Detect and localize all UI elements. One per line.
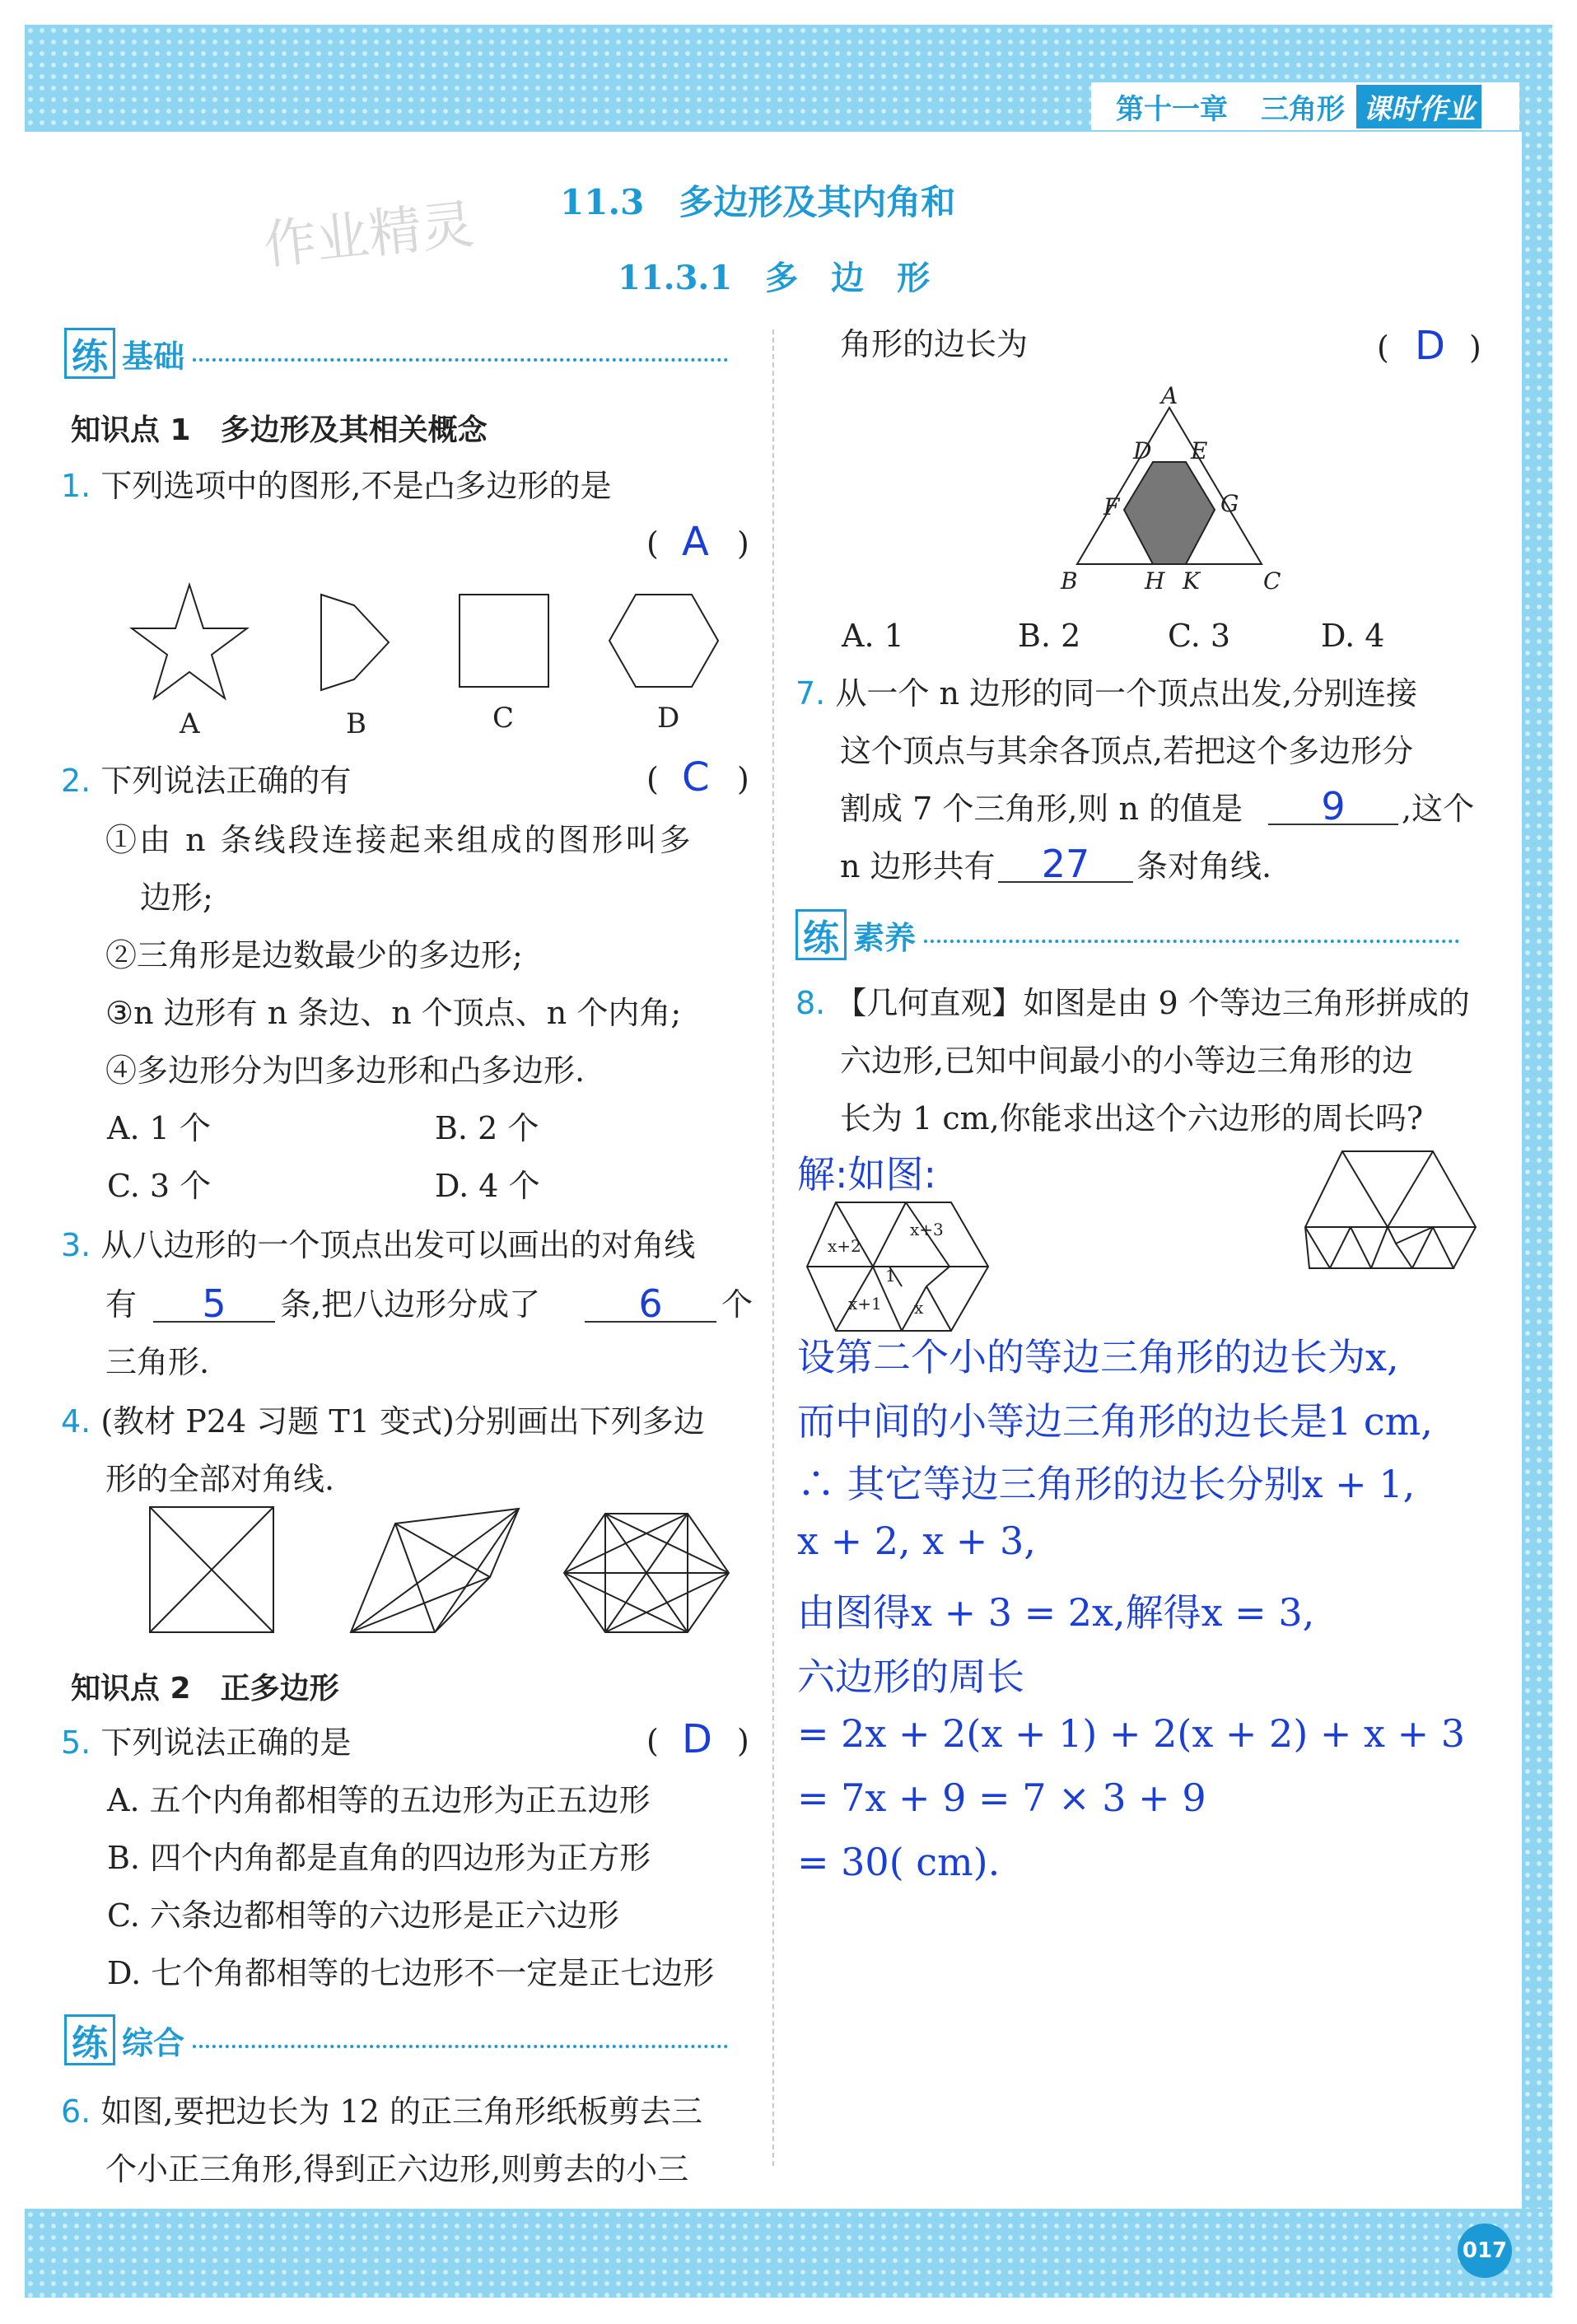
q6-paren: ( [1377,329,1389,366]
sketch-label-1: 1 [885,1266,896,1286]
q8-number: 8. [795,985,826,1021]
section-badge: 练 [64,328,115,379]
q3-blank-2 [585,1281,716,1326]
q6-l2: 个小正三角形,得到正六边形,则剪去的小三 [105,2151,689,2187]
square-diagonals [150,1507,273,1632]
q5-paren-close: ) [737,1723,749,1759]
section-label: 综合 [122,2024,185,2061]
header-brand: 课时作业 [1356,85,1481,128]
q1-label-d: D [657,702,680,735]
bottom-border [25,2209,1552,2298]
solution-line-5: 由图得x + 3 = 2x,解得x = 3, [797,1590,1315,1635]
q7-answer-1: 9 [1321,784,1346,828]
q6-number: 6. [61,2093,91,2130]
page-title: 11.3 多边形及其内角和 [560,182,956,222]
q2-line [61,761,351,800]
q2-s2: ②三角形是边数最少的多边形; [105,937,523,973]
q2-s3: ③n 边形有 n 条边、n 个顶点、n 个内角; [105,995,682,1031]
q1-paren-close: ) [737,525,749,562]
fig-label-e: E [1191,437,1208,464]
q1-number: 1. [61,468,91,504]
q4-line1 [61,1402,705,1441]
q6-l1: 如图,要把边长为 12 的正三角形纸板剪去三 [100,2093,702,2130]
q7-l3b: ,这个 [1402,791,1475,827]
shaded-hexagon [1124,462,1215,564]
q7-blank-2 [998,842,1133,886]
q3-l2b: 条,把八边形分成了 [280,1286,541,1323]
q7-l3a: 割成 7 个三角形,则 n 的值是 [840,791,1243,827]
right-border [1522,25,1552,2298]
column-divider [772,329,774,2166]
header-bar [1091,82,1519,130]
q7-l4b: 条对角线. [1136,848,1272,884]
q4-l1: (教材 P24 习题 T1 变式)分别画出下列多边 [100,1403,705,1440]
q7-line1 [795,674,1417,713]
q2-s4: ④多边形分为凹多边形和凸多边形. [105,1052,586,1089]
q3-l2c: 个 [721,1286,754,1323]
q3-answer-1: 5 [202,1281,226,1326]
q3-number: 3. [61,1227,91,1263]
solution-line-1: 设第二个小的等边三角形的边长为x, [797,1335,1399,1379]
solution-line-3: ∴ 其它等边三角形的边长分别x + 1, [797,1462,1416,1506]
q1-answer: A [682,519,709,565]
fig-label-h: H [1145,567,1165,595]
q7-l1: 从一个 n 边形的同一个顶点出发,分别连接 [835,675,1418,712]
q3-l3: 三角形. [105,1344,210,1380]
q5-text: 下列说法正确的是 [100,1724,352,1761]
q8-l3: 长为 1 cm,你能求出这个六边形的周长吗? [840,1100,1424,1136]
section-basic [64,328,728,379]
q7-l4a: n 边形共有 [840,848,996,884]
q6-figure [1046,383,1293,597]
q6-option-a: A. 1 [842,618,904,654]
q5-number: 5. [61,1724,91,1761]
section-line [924,940,1459,943]
q6-option-d: D. 4 [1321,618,1385,654]
fig-label-k: K [1183,567,1200,595]
q2-option-d: D. 4 个 [435,1168,540,1204]
q1-text: 下列选项中的图形,不是凸多边形的是 [100,468,612,504]
q1-label-b: B [346,707,366,740]
section-badge: 练 [64,2014,115,2065]
q5-option-b: B. 四个内角都是直角的四边形为正方形 [107,1840,651,1876]
watermark: 作业精灵 [260,194,478,278]
fig-label-g: G [1220,490,1239,517]
solution-line-6: 六边形的周长 [797,1654,1024,1699]
q6-l3: 角形的边长为 [840,326,1029,362]
q5-paren: ( [646,1723,659,1759]
q4-number: 4. [61,1403,91,1440]
solution-line-2: 而中间的小等边三角形的边长是1 cm, [797,1399,1433,1444]
sketch-label-x2: x+2 [828,1236,861,1256]
q3-l2a: 有 [105,1286,138,1323]
page-number: 017 [1458,2224,1512,2278]
q2-s1a: ①由 n 条线段连接起来组成的图形叫多 [105,822,693,858]
q7-answer-2: 27 [1041,842,1090,886]
section-literacy [795,909,1459,960]
q4-l2: 形的全部对角线. [105,1461,335,1497]
section-label: 素养 [853,919,917,956]
q6-option-b: B. 2 [1018,618,1081,654]
q1-line [61,466,611,506]
q8-sketch [803,1194,1009,1342]
q8-figure [1301,1145,1491,1285]
q1-paren: ( [646,525,659,562]
hexagon-diagonals [564,1514,729,1632]
q1-label-c: C [492,702,515,735]
q7-number: 7. [795,675,826,712]
q2-s1b: 边形; [140,880,213,916]
solution-line-9: = 30( cm). [797,1840,1001,1884]
solution-line-0: 解:如图: [797,1152,936,1197]
q7-blank-1 [1268,784,1398,828]
knowledge-point-2: 知识点 2 正多边形 [71,1672,339,1706]
section-line [193,2045,728,2048]
knowledge-point-1: 知识点 1 多边形及其相关概念 [71,413,488,447]
q3-answer-2: 6 [638,1281,663,1326]
q2-option-a: A. 1 个 [107,1110,211,1146]
q2-paren: ( [646,761,659,797]
q8-l2: 六边形,已知中间最小的小等边三角形的边 [840,1043,1414,1079]
page-subtitle: 11.3.1 多 边 形 [618,259,931,297]
q5-answer: D [682,1716,712,1762]
solution-line-4: x + 2, x + 3, [797,1519,1036,1563]
header-topic: 三角形 [1261,92,1345,126]
q5-option-a: A. 五个内角都相等的五边形为正五边形 [107,1782,651,1818]
section-line [193,358,728,362]
q5-option-c: C. 六条边都相等的六边形是正六边形 [107,1897,619,1934]
hexagon-shape [609,595,718,687]
q2-number: 2. [61,763,91,799]
fig-label-a: A [1161,383,1178,409]
q2-paren-close: ) [737,761,749,797]
sketch-label-x: x [914,1298,924,1318]
q2-text: 下列说法正确的有 [100,763,352,799]
star-shape [132,585,247,698]
header-chapter: 第十一章 [1116,92,1228,126]
sketch-label-x3: x+3 [910,1220,944,1239]
sketch-label-x1: x+1 [848,1294,882,1314]
solution-line-7: = 2x + 2(x + 1) + 2(x + 2) + x + 3 [797,1711,1466,1756]
q6-answer: D [1415,323,1445,369]
section-comprehensive [64,2014,728,2065]
solution-line-8: = 7x + 9 = 7 × 3 + 9 [797,1776,1206,1820]
q6-paren-close: ) [1469,329,1481,366]
section-label: 基础 [122,338,185,375]
q8-l1: 【几何直观】如图是由 9 个等边三角形拼成的 [835,985,1470,1021]
q3-line1 [61,1225,695,1265]
q5-option-d: D. 七个角都相等的七边形不一定是正七边形 [107,1955,715,1991]
q2-option-b: B. 2 个 [435,1110,539,1146]
q6-line1 [61,2092,702,2131]
pentagon-shape [321,595,389,690]
pentagon-diagonals [351,1509,519,1632]
q5-line [61,1723,351,1762]
q1-label-a: A [180,707,200,740]
q3-blank-1 [153,1281,275,1326]
fig-label-b: B [1061,567,1078,595]
q6-option-c: C. 3 [1168,618,1231,654]
q2-answer: C [682,754,710,800]
q2-option-c: C. 3 个 [107,1168,212,1204]
q3-l1: 从八边形的一个顶点出发可以画出的对角线 [100,1227,696,1263]
fig-label-d: D [1133,437,1152,464]
section-badge: 练 [795,909,847,960]
fig-label-c: C [1263,567,1281,595]
q7-l2: 这个顶点与其余各顶点,若把这个多边形分 [840,733,1414,769]
q8-line1 [795,983,1470,1023]
q1-figures [124,576,741,741]
fig-label-f: F [1103,493,1120,520]
square-shape [460,595,548,687]
q4-figures [140,1499,749,1647]
